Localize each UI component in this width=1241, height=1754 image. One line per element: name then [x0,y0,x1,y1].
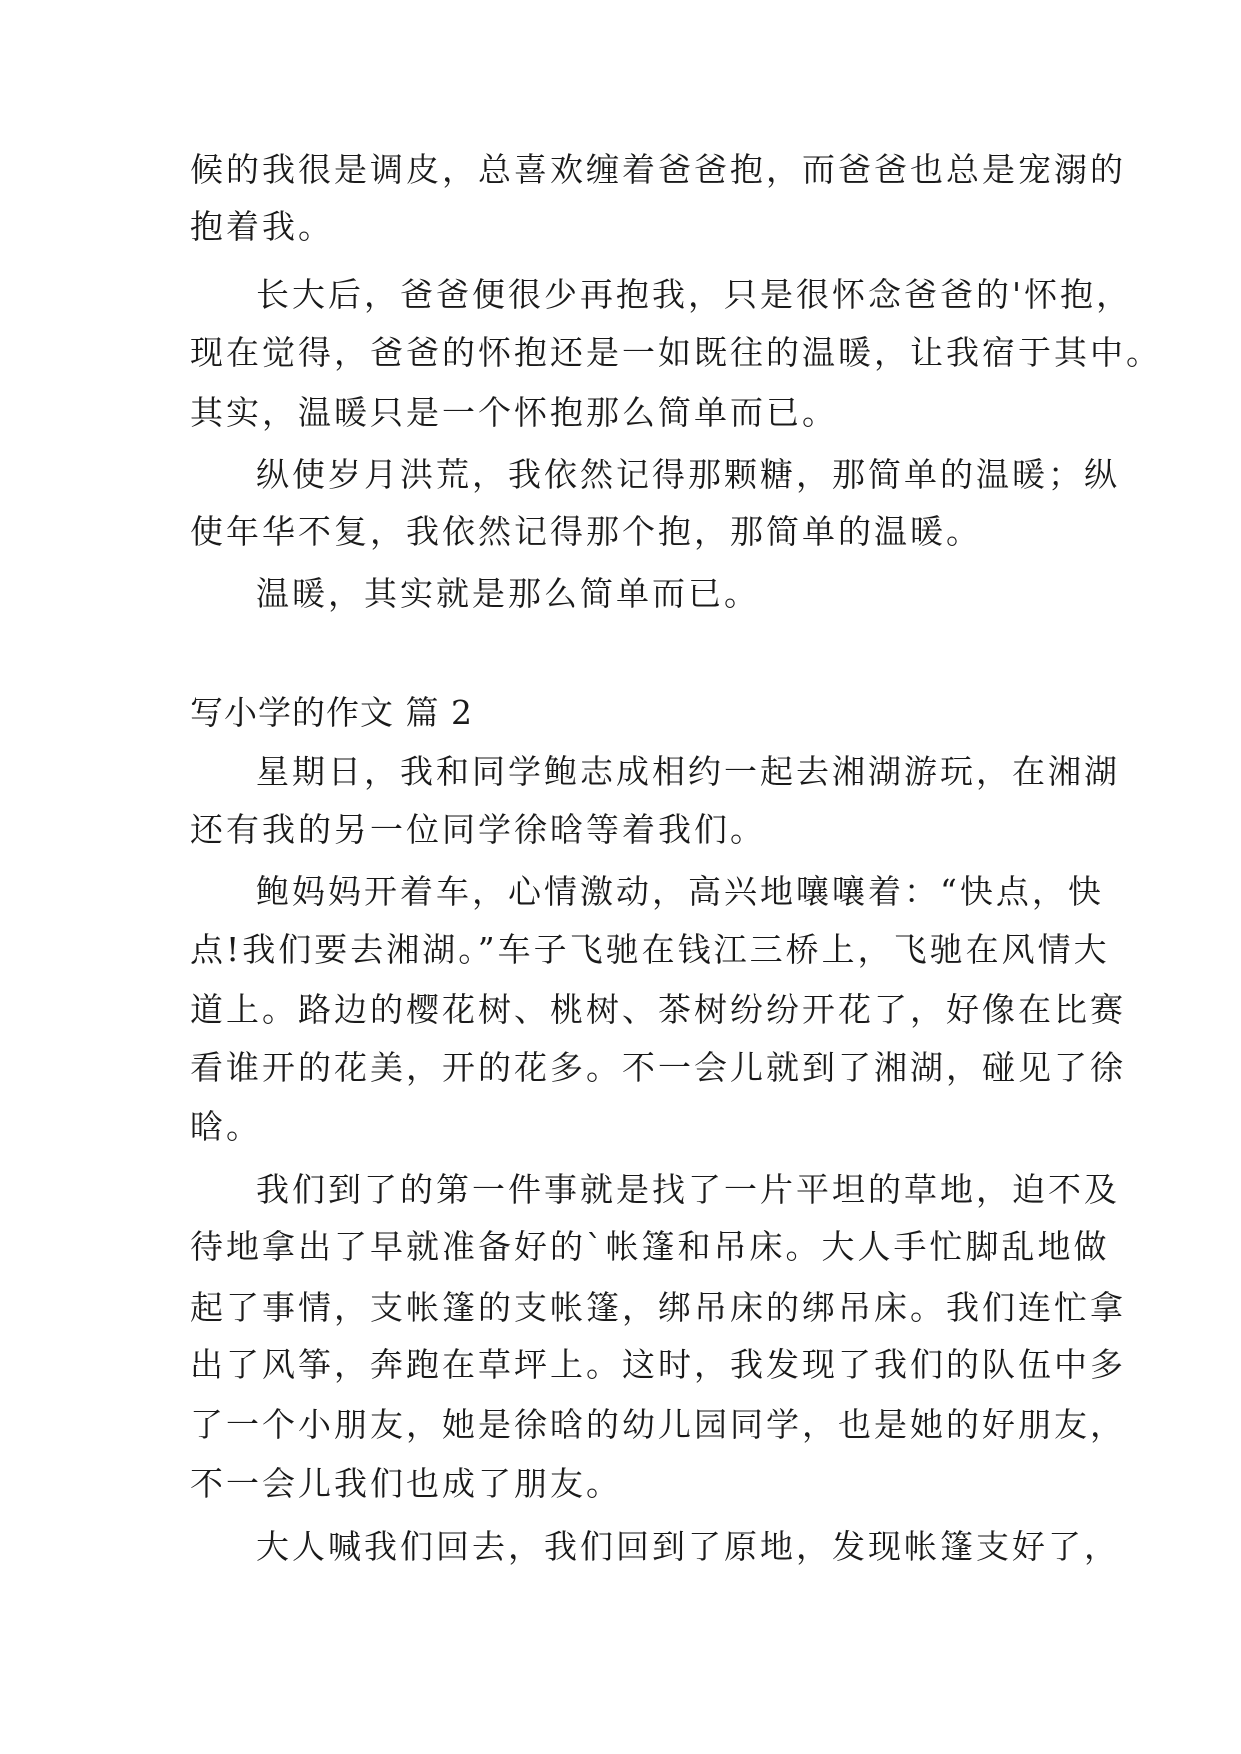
text-line: 晗。 [190,1107,262,1146]
text-line: 大人喊我们回去，我们回到了原地，发现帐篷支好了， [256,1527,1120,1566]
text-line: 温暖，其实就是那么简单而已。 [256,574,760,613]
text-line: 我们到了的第一件事就是找了一片平坦的草地，迫不及 [256,1170,1120,1209]
text-line: 了一个小朋友，她是徐晗的幼儿园同学，也是她的好朋友， [190,1405,1126,1444]
text-line: 长大后，爸爸便很少再抱我，只是很怀念爸爸的'怀抱， [256,275,1133,314]
text-line: 使年华不复，我依然记得那个抱，那简单的温暖。 [190,512,982,551]
text-line: 还有我的另一位同学徐晗等着我们。 [190,810,766,849]
text-line: 候的我很是调皮，总喜欢缠着爸爸抱，而爸爸也总是宠溺的 [190,150,1126,189]
section-heading: 写小学的作文 篇 2 [190,693,473,732]
text-line: 不一会儿我们也成了朋友。 [190,1464,622,1503]
text-line: 出了风筝，奔跑在草坪上。这时，我发现了我们的队伍中多 [190,1345,1126,1384]
text-line: 待地拿出了早就准备好的`帐篷和吊床。大人手忙脚乱地做 [190,1227,1110,1266]
text-line: 抱着我。 [190,207,334,246]
text-line: 起了事情，支帐篷的支帐篷，绑吊床的绑吊床。我们连忙拿 [190,1288,1126,1327]
text-line: 看谁开的花美，开的花多。不一会儿就到了湘湖，碰见了徐 [190,1048,1126,1087]
text-line: 点!我们要去湘湖。”车子飞驰在钱江三桥上，飞驰在风情大 [190,930,1110,969]
text-line: 鲍妈妈开着车，心情激动，高兴地嚷嚷着：“快点，快 [256,872,1104,911]
text-line: 其实，温暖只是一个怀抱那么简单而已。 [190,393,838,432]
text-line: 星期日，我和同学鲍志成相约一起去湘湖游玩，在湘湖 [256,752,1120,791]
text-line: 道上。路边的樱花树、桃树、茶树纷纷开花了，好像在比赛 [190,990,1126,1029]
text-line: 纵使岁月洪荒，我依然记得那颗糖，那简单的温暖；纵 [256,455,1120,494]
text-line: 现在觉得，爸爸的怀抱还是一如既往的温暖，让我宿于其中。 [190,333,1162,372]
